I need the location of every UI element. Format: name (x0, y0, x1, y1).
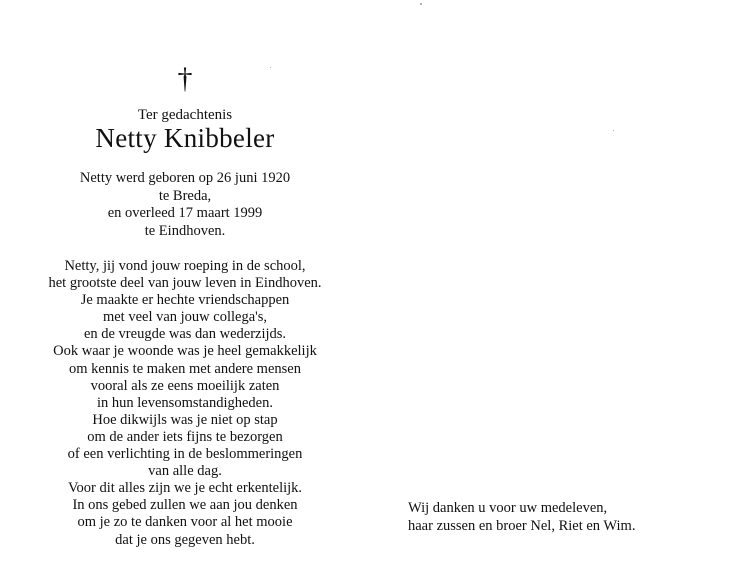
poem-line: of een verlichting in de beslommeringen (67, 446, 303, 463)
scan-speck (613, 130, 614, 131)
cross-icon: † (177, 62, 193, 95)
scan-speck (420, 3, 422, 5)
poem-line: dat je ons gegeven hebt. (115, 531, 255, 548)
scan-speck (270, 67, 271, 68)
thanks-block (408, 500, 635, 535)
poem-line: met veel van jouw collega's, (102, 309, 268, 326)
in-memoriam-heading: Ter gedachtenis (137, 107, 233, 123)
birth-death-block (70, 170, 300, 240)
birth-line: Netty werd geboren op 26 juni 1920 (79, 170, 291, 186)
poem-line: Netty, jij vond jouw roeping in de school, (64, 258, 306, 274)
memorial-poem (20, 258, 350, 549)
poem-line: in hun levensomstandigheden. (97, 394, 273, 411)
poem-line: Je maakte er hechte vriendschappen (80, 292, 290, 309)
death-place-line: te Eindhoven. (144, 222, 226, 239)
deceased-name: Netty Knibbeler (95, 123, 275, 153)
poem-line: van alle dag. (148, 463, 222, 480)
poem-line: om kennis te maken met andere mensen (69, 360, 301, 377)
poem-line: In ons gebed zullen we aan jou denken (72, 497, 298, 514)
poem-line: om de ander iets fijns te bezorgen (87, 428, 283, 445)
poem-line: Ook waar je woonde was je heel gemakkelijk (53, 343, 317, 360)
thanks-line: Wij danken u voor uw medeleven, (408, 500, 608, 516)
poem-line: het grootste deel van jouw leven in Eindhoven. (48, 275, 322, 292)
signature-line: haar zussen en broer Nel, Riet en Wim. (408, 517, 636, 534)
poem-line: vooral als ze eens moeilijk zaten (90, 377, 280, 394)
poem-line: om je zo te danken voor al het mooie (77, 514, 293, 531)
poem-line: en de vreugde was dan wederzijds. (83, 326, 287, 343)
birth-place-line: te Breda, (158, 187, 212, 204)
death-line: en overleed 17 maart 1999 (107, 205, 263, 221)
poem-line: Voor dit alles zijn we je echt erkentelijk. (67, 480, 303, 497)
poem-line: Hoe dikwijls was je niet op stap (92, 411, 278, 428)
